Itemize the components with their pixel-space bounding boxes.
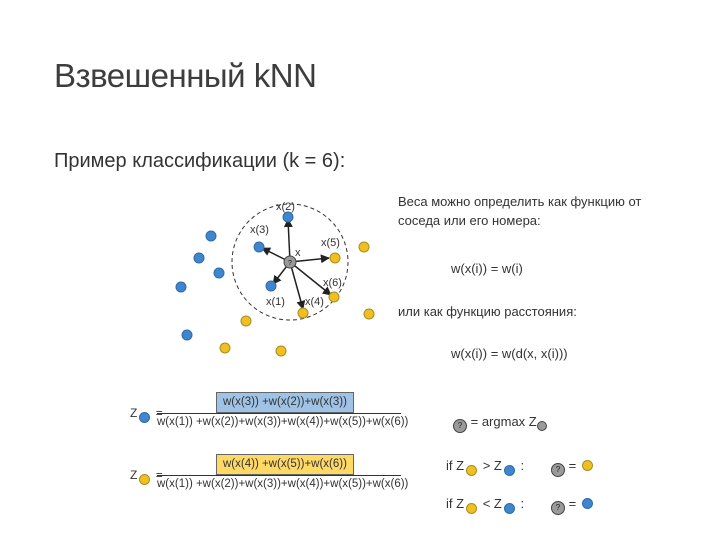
yellow-point — [298, 308, 308, 318]
yellow-point — [364, 309, 374, 319]
blue-dot-icon — [504, 465, 515, 476]
blue-points — [176, 212, 293, 340]
blue-dot-icon — [139, 412, 150, 423]
yellow-point — [359, 242, 369, 252]
label-x5: x(5) — [321, 237, 340, 249]
label-x1: x(1) — [266, 296, 285, 308]
blue-point — [176, 282, 186, 292]
weights-or-distance: или как функцию расстояния: — [398, 304, 577, 319]
yellow-point — [241, 316, 251, 326]
gray-dot-icon — [537, 421, 547, 431]
label-x6: x(6) — [323, 277, 342, 289]
rule-yellow-result: ? = — [551, 457, 595, 477]
rule-argmax: ? = argmax Z — [453, 413, 547, 433]
blue-point — [194, 253, 204, 263]
weights-formula1: w(x(i)) = w(i) — [451, 261, 523, 276]
blue-dot-icon — [582, 498, 593, 509]
yellow-dot-icon — [582, 460, 593, 471]
page-title: Взвешенный kNN — [54, 57, 317, 94]
rule-blue: if Z < Z : — [446, 495, 524, 514]
yellow-dot-icon — [139, 474, 150, 485]
weights-formula2: w(x(i)) = w(d(x, x(i))) — [451, 346, 568, 361]
query-icon: ? — [551, 463, 565, 477]
blue-point — [254, 242, 264, 252]
z-blue-label: Z — [130, 406, 163, 423]
blue-dot-icon — [504, 503, 515, 514]
blue-point — [206, 231, 216, 241]
z-yellow-label: Z — [130, 468, 163, 485]
blue-point — [182, 330, 192, 340]
fraction-bar — [157, 413, 401, 414]
yellow-point — [220, 343, 230, 353]
weights-intro-line1: Веса можно определить как функцию от — [398, 194, 642, 209]
z-blue-numerator: w(x(3)) +w(x(2))+w(x(3)) — [216, 392, 354, 413]
label-x2: x(2) — [276, 201, 295, 213]
query-icon: ? — [551, 501, 565, 515]
blue-point — [283, 212, 293, 222]
weights-intro-line2: соседа или его номера: — [398, 213, 541, 228]
blue-point — [214, 268, 224, 278]
yellow-dot-icon — [466, 503, 477, 514]
yellow-dot-icon — [466, 465, 477, 476]
rule-blue-result: ? = — [551, 495, 595, 515]
z-blue-denominator: w(x(1)) +w(x(2))+w(x(3))+w(x(4))+w(x(5))+w(x(6)) — [157, 416, 409, 428]
yellow-point — [276, 346, 286, 356]
z-yellow-denominator: w(x(1)) +w(x(2))+w(x(3))+w(x(4))+w(x(5))+w(x(6)) — [157, 478, 409, 490]
yellow-points — [220, 242, 374, 356]
blue-point — [266, 281, 276, 291]
fraction-bar — [157, 475, 401, 476]
query-icon: ? — [453, 419, 467, 433]
page-subtitle: Пример классификации (k = 6): — [54, 150, 346, 172]
z-yellow-numerator: w(x(4)) +w(x(5))+w(x(6)) — [216, 454, 354, 475]
query-label: ? — [288, 260, 292, 267]
label-x: x — [295, 247, 301, 259]
yellow-point — [329, 292, 339, 302]
label-x3: x(3) — [250, 224, 269, 236]
label-x4: x(4) — [305, 296, 324, 308]
yellow-point — [330, 253, 340, 263]
rule-yellow: if Z > Z : — [446, 457, 524, 476]
